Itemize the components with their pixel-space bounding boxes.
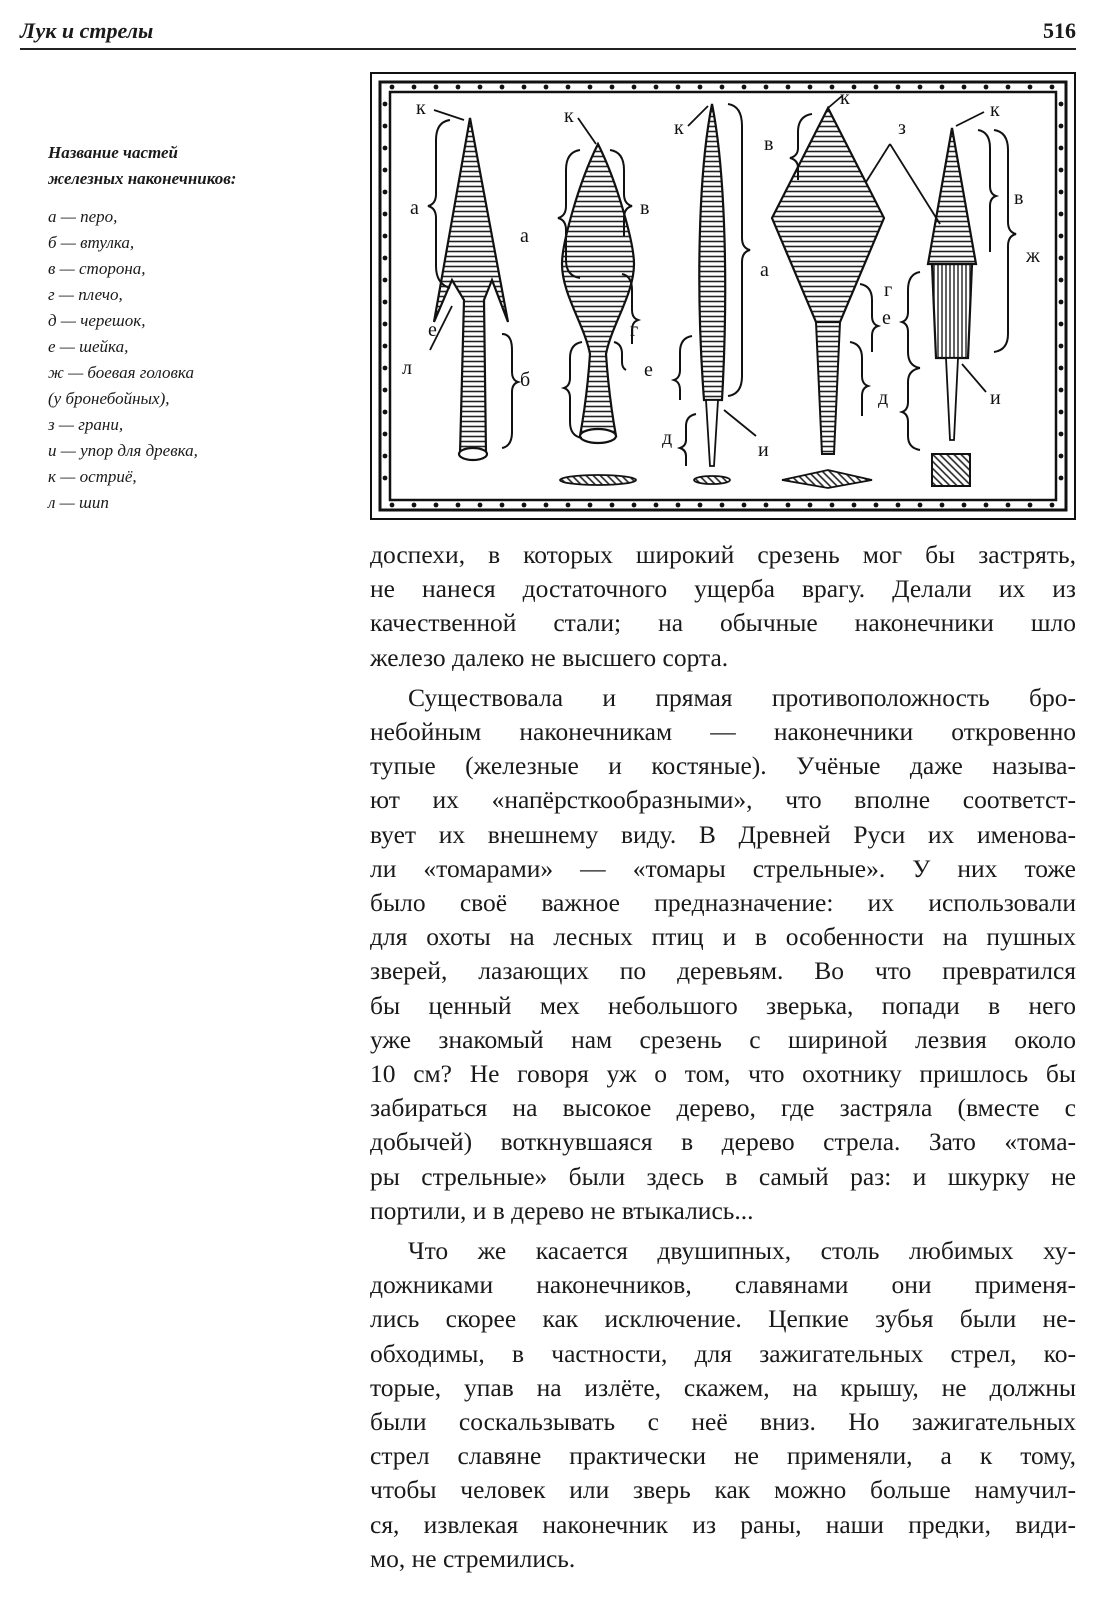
figure-label: е <box>428 319 437 341</box>
legend-item: и — упор для древка, <box>48 441 198 460</box>
figure-label: г <box>630 319 639 341</box>
text-line: 10 см? Не говоря уж о том, что охотнику пришлось бы <box>370 1059 1076 1089</box>
figure-label: ж <box>1026 245 1040 267</box>
text-line: для охоты на лесных птиц и в особенности на пушных <box>370 922 1076 952</box>
figure-label: г <box>884 279 893 301</box>
text-line: небойным наконечникам — наконечники откровенно <box>370 717 1076 747</box>
text-line: вует их внешнему виду. В Древней Руси их именова- <box>370 819 1076 849</box>
arrowhead-narrow-tang <box>694 104 730 484</box>
legend-item: ж — боевая головка <box>48 363 194 382</box>
figure-label: к <box>674 117 684 139</box>
text-line: ли «томарами» — «томары стрельные». У них тоже <box>370 853 1076 883</box>
text-line: было своё важное предназначение: их использовали <box>370 888 1076 918</box>
text-line: стрел славяне практически не применяли, а к тому, <box>370 1441 1076 1471</box>
legend-item: в — сторона, <box>48 259 146 278</box>
body-text <box>370 538 1076 1576</box>
legend-item: а — перо, <box>48 207 118 226</box>
body-paragraph <box>370 1234 1076 1576</box>
figure-label: к <box>840 87 850 109</box>
legend-list <box>48 204 338 516</box>
legend-item: л — шип <box>48 493 109 512</box>
arrowhead-armor-piercing <box>928 128 976 486</box>
legend-item: з — грани, <box>48 415 124 434</box>
body-paragraph <box>370 538 1076 675</box>
figure-label: в <box>764 133 774 155</box>
figure-label: в <box>640 197 650 219</box>
text-line: лись скорее как исключение. Цепкие зубья были не- <box>370 1304 1076 1334</box>
text-line: портили, и в дерево не втыкались... <box>370 1195 754 1225</box>
legend-item: (у бронебойных), <box>48 389 170 408</box>
text-line: Что же касается двушипных, столь любимых ху- <box>408 1236 1076 1266</box>
figure-label: и <box>990 387 1001 409</box>
text-line: торые, упав на излёте, скажем, на крышу, не должны <box>370 1372 1076 1402</box>
text-line: не нанеся достаточного ущерба врагу. Делали их из <box>370 574 1076 604</box>
text-line: железо далеко не высшего сорта. <box>370 642 729 672</box>
text-line: ют их «напёрсткообразными», что вполне соответст- <box>370 785 1076 815</box>
text-line: доспехи, в которых широкий срезень мог бы застрять, <box>370 540 1076 569</box>
figure-label: е <box>882 307 891 329</box>
figure-label: д <box>662 427 673 449</box>
text-line: качественной стали; на обычные наконечники шло <box>370 608 1076 638</box>
text-line: мо, не стремились. <box>370 1543 576 1573</box>
figure-label: в <box>1014 187 1024 209</box>
text-line: уже знакомый нам срезень с шириной лезвия около <box>370 1024 1076 1054</box>
figure-label: д <box>878 387 889 409</box>
arrowhead-figure <box>370 72 1076 520</box>
text-line: ры стрельные» были здесь в самый раз: и шкурку не <box>370 1161 1076 1191</box>
legend-heading: Название частей железных наконечников: <box>48 143 237 188</box>
figure-label: л <box>402 357 412 379</box>
text-line: забираться на высокое дерево, где застряла (вместе с <box>370 1093 1076 1123</box>
legend-item: д — черешок, <box>48 311 146 330</box>
figure-label: е <box>644 359 653 381</box>
page-number: 516 <box>1043 18 1076 43</box>
arrowhead-barbed <box>434 118 508 460</box>
legend-item: г — плечо, <box>48 285 123 304</box>
figure-label: и <box>758 439 769 461</box>
text-line: бы ценный мех небольшого зверька, попади в него <box>370 990 1076 1020</box>
running-header <box>20 14 1076 50</box>
figure-label: б <box>520 369 531 391</box>
text-line: тупые (железные и костяные). Учёные даже называ- <box>370 751 1076 781</box>
body-paragraph <box>370 681 1076 1228</box>
arrowhead-rhombic <box>772 108 884 488</box>
figure-label: к <box>564 105 574 127</box>
arrowhead-illustration <box>372 74 1074 518</box>
figure-label: з <box>898 117 906 139</box>
text-line: зверей, лазающих по деревьям. Во что превратился <box>370 956 1076 986</box>
figure-label: к <box>990 99 1000 121</box>
text-line: ся, извлекая наконечник из раны, наши предки, види- <box>370 1509 1076 1539</box>
legend-item: е — шейка, <box>48 337 129 356</box>
figure-label: к <box>416 97 426 119</box>
text-line: чтобы человек или зверь как можно больше намучил- <box>370 1475 1076 1505</box>
figure-legend <box>48 140 338 516</box>
chapter-title: Лук и стрелы <box>20 18 154 43</box>
figure-label: а <box>410 197 419 219</box>
figure-label: а <box>760 259 769 281</box>
text-line: обходимы, в частности, для зажигательных стрел, ко- <box>370 1338 1076 1368</box>
text-line: добычей) воткнувшаяся в дерево стрела. Зато «тома- <box>370 1127 1076 1157</box>
legend-item: к — остриё, <box>48 467 137 486</box>
legend-item: б — втулка, <box>48 233 135 252</box>
text-line: были соскальзывать с неё вниз. Но зажигательных <box>370 1407 1076 1437</box>
figure-label: а <box>520 225 529 247</box>
text-line: Существовала и прямая противоположность бро- <box>408 682 1076 712</box>
text-line: дожниками наконечников, славянами они применя- <box>370 1270 1076 1300</box>
